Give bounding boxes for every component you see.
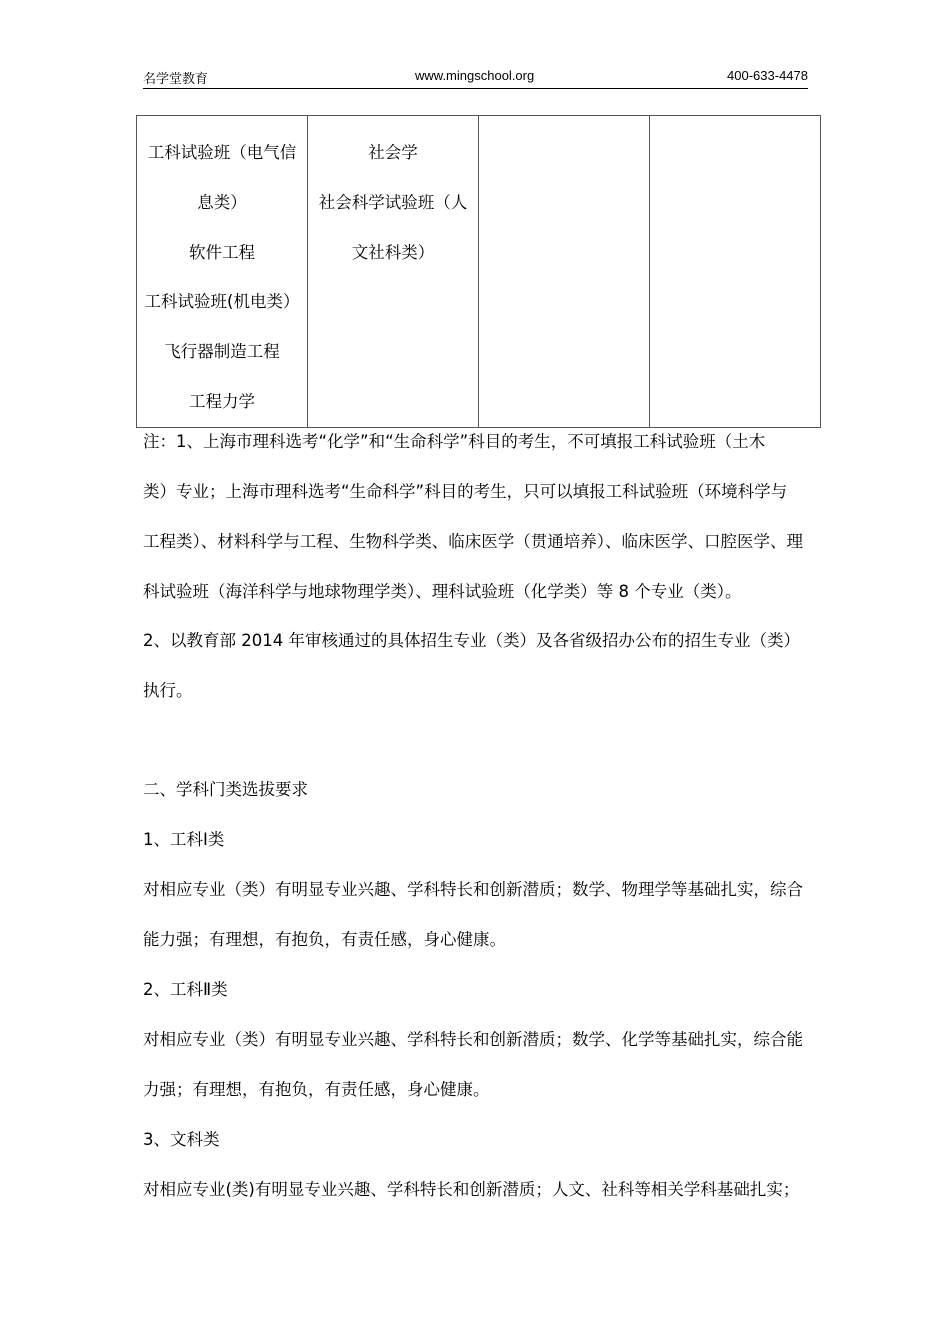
header-brand: 名学堂教育 (143, 72, 209, 87)
item-text-line: 力强；有理想，有抱负，有责任感，身心健康。 (143, 1080, 490, 1099)
item-text-line: 对相应专业（类）有明显专业兴趣、学科特长和创新潜质；数学、物理学等基础扎实，综合 (143, 880, 803, 899)
cell-line: 社会学 (368, 143, 418, 162)
note-line: 注：1、上海市理科选考“化学”和“生命科学”科目的考生，不可填报工科试验班（土木 (143, 432, 766, 451)
cell-line: 飞行器制造工程 (164, 342, 280, 362)
table-cell-col3-empty (479, 116, 650, 428)
item-title: 3、文科类 (143, 1130, 220, 1149)
note-line: 类）专业；上海市理科选考“生命科学”科目的考生，只可以填报工科试验班（环境科学与 (143, 482, 788, 501)
table-cell-col1 (137, 116, 308, 428)
cell-line: 软件工程 (189, 242, 255, 262)
item-text-line: 对相应专业(类)有明显专业兴趣、学科特长和创新潜质；人文、社科等相关学科基础扎实； (143, 1180, 800, 1199)
note-line: 科试验班（海洋科学与地球物理学类）、理科试验班（化学类）等 8 个专业（类）。 (143, 582, 742, 601)
page-header (143, 66, 808, 89)
cell-line: 工程力学 (189, 391, 255, 411)
cell-line: 息类） (197, 192, 247, 212)
header-phone: 400-633-4478 (727, 68, 808, 83)
cell-line: 工科试验班(机电类） (144, 292, 300, 312)
item-text-line: 能力强；有理想，有抱负，有责任感，身心健康。 (143, 930, 506, 949)
cell-line: 文社科类） (351, 242, 435, 262)
header-website: www.mingschool.org (415, 68, 535, 83)
table-row (137, 116, 821, 428)
table-cell-col2 (308, 116, 479, 428)
cell-line: 社会科学试验班（人 (318, 192, 468, 212)
item-text-line: 对相应专业（类）有明显专业兴趣、学科特长和创新潜质；数学、化学等基础扎实，综合能 (143, 1030, 803, 1049)
item-title: 2、工科Ⅱ类 (143, 980, 228, 999)
table-cell-col4-empty (650, 116, 821, 428)
note-line: 执行。 (143, 681, 193, 700)
section-heading: 二、学科门类选拔要求 (143, 780, 308, 799)
cell-line: 工科试验班（电气信 (147, 143, 297, 162)
note-line: 2、以教育部 2014 年审核通过的具体招生专业（类）及各省级招办公布的招生专业（类） (143, 631, 800, 650)
majors-table (136, 115, 821, 428)
item-title: 1、工科Ⅰ类 (143, 830, 225, 849)
note-line: 工程类）、材料科学与工程、生物科学类、临床医学（贯通培养）、临床医学、口腔医学、理 (143, 532, 803, 551)
